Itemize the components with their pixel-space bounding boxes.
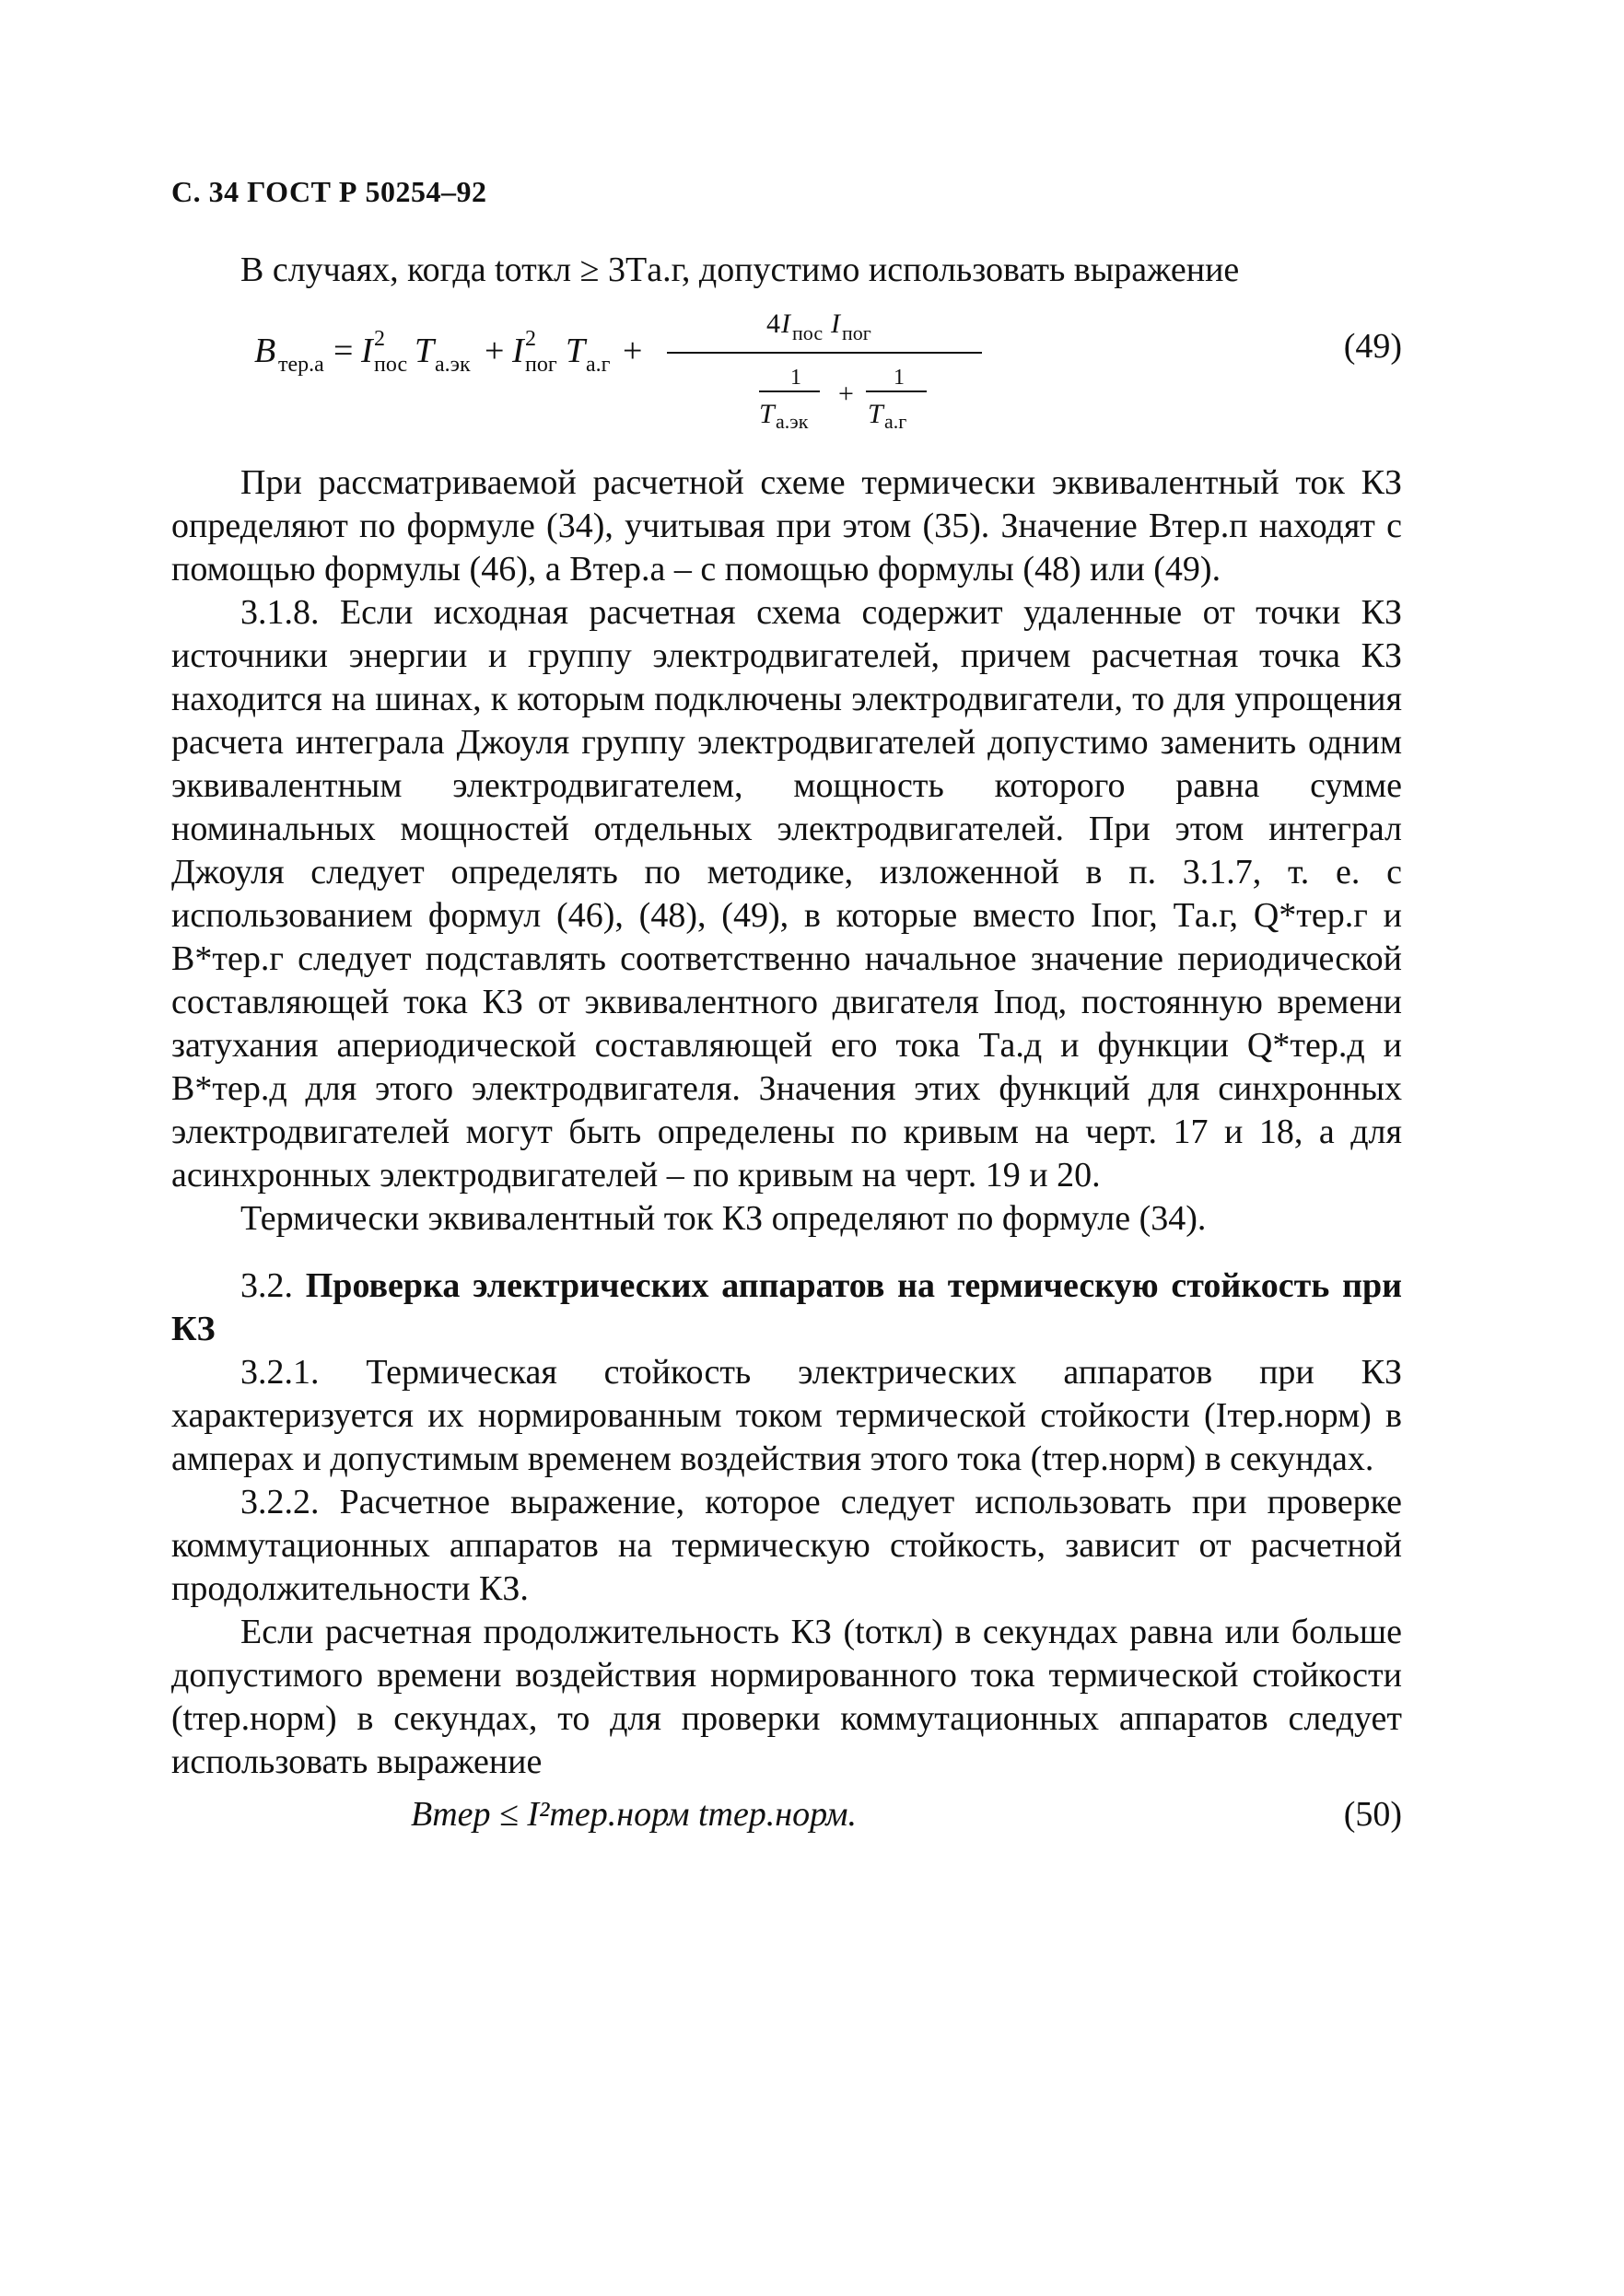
svg-text:+: + — [838, 379, 854, 409]
svg-text:пог: пог — [842, 321, 871, 344]
svg-text:а.эк: а.эк — [435, 353, 471, 377]
svg-text:тер.а: тер.а — [278, 353, 324, 377]
svg-text:T: T — [566, 332, 586, 370]
paragraph-3-2-1: 3.2.1. Термическая стойкость электрических аппаратов при КЗ характеризуется их нормированным током термической стойкости (Iтер.норм) в амперах и допустимым временем воздействия этого тока (tтер.норм) в секундах. — [171, 1353, 1402, 1478]
svg-text:I: I — [781, 309, 790, 339]
svg-text:2: 2 — [374, 327, 385, 351]
svg-text:I: I — [361, 332, 373, 370]
svg-text:пос: пос — [792, 321, 824, 344]
section-3-2-heading — [171, 1265, 1402, 1351]
svg-text:T: T — [759, 399, 775, 429]
svg-text:а.эк: а.эк — [776, 410, 809, 433]
svg-text:=: = — [333, 332, 354, 370]
svg-text:T: T — [868, 399, 883, 429]
svg-text:+: + — [485, 332, 505, 370]
paragraph-3-1-8: 3.1.8. Если исходная расчетная схема содержит удаленные от точки КЗ источники энергии и группу электродвигателей, причем расчетная точка КЗ находится на шинах, к которым подключены электродвигатели, то для упрощения расчета интеграла Джоуля группу электродвигателей допустимо заменить одним эквивалентным электродвигателем, мощность которого равна сумме номинальных мощностей отдельных электродвигателей. При этом интеграл Джоуля следует определять по методике, изложенной в п. 3.1.7, т. е. с использованием формул (46), (48), (49), в которые вместо Iпог, Tа.г, Q*тер.г и B*тер.г следует подставлять соответственно начальное значение периодической составляющей тока КЗ от эквивалентного двигателя Iпод, постоянную времени затухания апериодической составляющей его тока Tа.д и функции Q*тер.д и B*тер.д для этого электродвигателя. Значения этих функций для синхронных электродвигателей могут быть определены по кривым на черт. 17 и 18, а для асинхронных электродвигателей – по кривым на черт. 19 и 20. — [171, 593, 1402, 1195]
svg-text:B: B — [254, 332, 276, 370]
svg-text:1: 1 — [894, 366, 905, 390]
formula-49-line — [171, 299, 1402, 437]
page-header: С. 34 ГОСТ Р 50254–92 — [171, 175, 487, 208]
paragraph-3: Термически эквивалентный ток КЗ определяют по формуле (34). — [240, 1199, 1207, 1238]
paragraph-last: Если расчетная продолжительность КЗ (tоткл) в секундах равна или больше допустимого времени воздействия нормированного тока термической стойкости (tтер.норм) в секундах, то для проверки коммутационных аппаратов следует использовать выражение — [171, 1613, 1402, 1781]
svg-text:I: I — [831, 309, 840, 339]
svg-text:4: 4 — [766, 309, 780, 339]
paragraph-1: При рассматриваемой расчетной схеме термически эквивалентный ток КЗ определяют по формуле (34), учитывая при этом (35). Значение Bтер.п находят с помощью формулы (46), а Bтер.а – с помощью формулы (48) или (49). — [171, 463, 1402, 589]
svg-text:2: 2 — [525, 327, 536, 351]
svg-text:пос: пос — [374, 353, 408, 377]
section-3-2-title: Проверка электрических аппаратов на термическую стойкость при КЗ — [171, 1266, 1403, 1348]
svg-text:I: I — [512, 332, 524, 370]
svg-text:а.г: а.г — [884, 410, 907, 433]
svg-text:пог: пог — [525, 353, 557, 377]
svg-text:а.г: а.г — [586, 353, 611, 377]
svg-text:+: + — [623, 332, 643, 370]
formula-49 — [254, 299, 1139, 437]
formula-50: Bтер ≤ I²тер.норм tтер.норм. — [411, 1795, 858, 1834]
section-3-2-number: 3.2. — [240, 1266, 293, 1305]
formula-50-line — [171, 1793, 1402, 1848]
svg-text:T: T — [415, 332, 435, 370]
intro-line: В случаях, когда tоткл ≥ 3Tа.г, допустимо использовать выражение — [240, 251, 1240, 289]
formula-49-number: (49) — [1343, 327, 1402, 366]
page-content — [171, 249, 1402, 1848]
formula-50-number: (50) — [1343, 1795, 1402, 1834]
paragraph-3-2-2: 3.2.2. Расчетное выражение, которое следует использовать при проверке коммутационных аппаратов на термическую стойкость, зависит от расчетной продолжительности КЗ. — [171, 1483, 1402, 1608]
svg-text:1: 1 — [790, 366, 801, 390]
